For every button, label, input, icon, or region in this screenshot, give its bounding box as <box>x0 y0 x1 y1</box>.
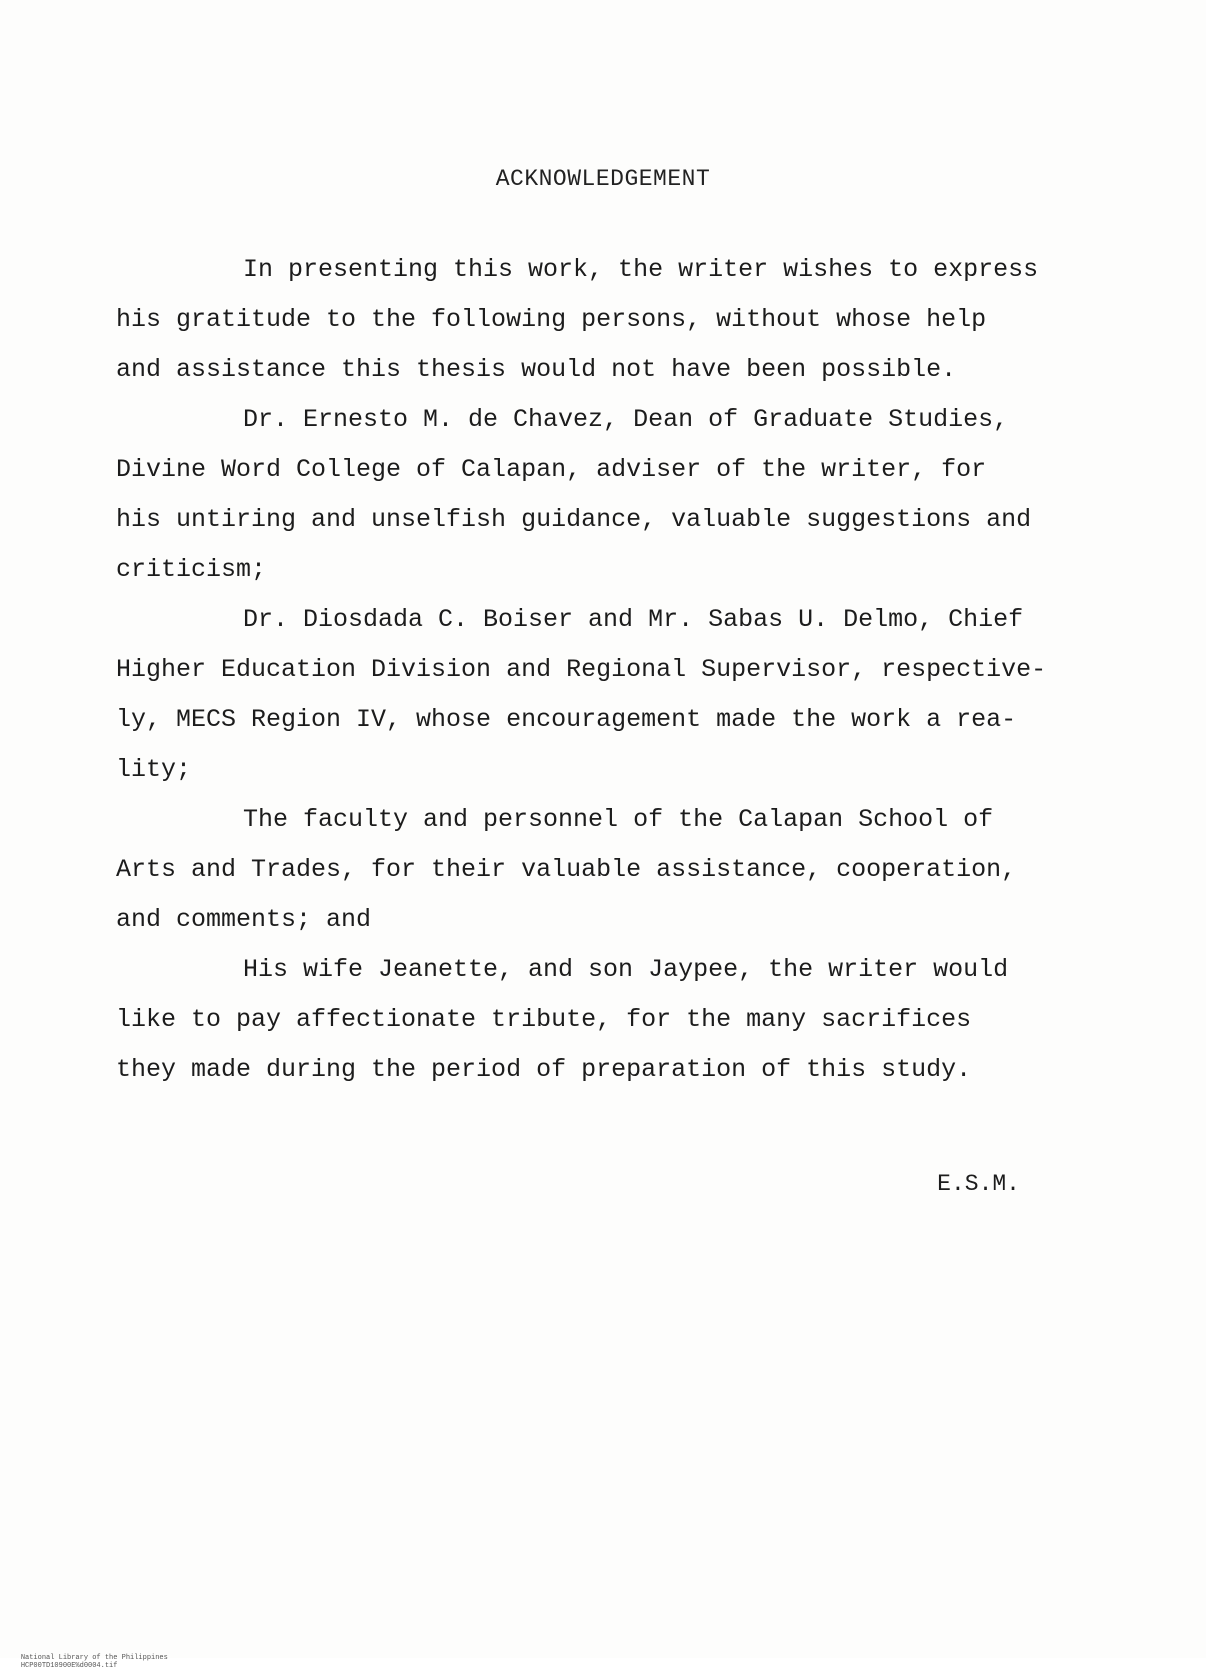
scan-footer <box>4 1646 182 1678</box>
paragraph-line: lity; <box>116 755 192 784</box>
paragraph-line: Higher Education Division and Regional Supervisor, respective- <box>116 655 1047 684</box>
paragraph-line: like to pay affectionate tribute, for the many sacrifices <box>116 1005 972 1034</box>
paragraph-line: and comments; and <box>116 905 372 934</box>
footer-file-id: HCP00TD10900E%d0004.tif <box>20 1662 118 1670</box>
paragraph-line: his gratitude to the following persons, without whose help <box>116 305 987 334</box>
paragraph-line: His wife Jeanette, and son Jaypee, the writer would <box>243 955 1009 984</box>
paragraph-line: Divine Word College of Calapan, adviser of the writer, for <box>116 455 987 484</box>
paragraph-line: ly, MECS Region IV, whose encouragement made the work a rea- <box>116 705 1017 734</box>
paragraph-line: In presenting this work, the writer wishes to express <box>243 255 1039 284</box>
paragraph-line: and assistance this thesis would not have been possible. <box>116 355 957 384</box>
footer-library: National Library of the Philippines <box>20 1654 168 1662</box>
paragraph-line: Dr. Diosdada C. Boiser and Mr. Sabas U. Delmo, Chief <box>243 605 1024 634</box>
paragraph-line: criticism; <box>116 555 267 584</box>
signature-initials: E.S.M. <box>937 1171 1020 1197</box>
paragraph-line: The faculty and personnel of the Calapan School of <box>243 805 994 834</box>
paragraph-line: they made during the period of preparation of this study. <box>116 1055 972 1084</box>
page-title: ACKNOWLEDGEMENT <box>495 166 711 192</box>
paragraph-line: Arts and Trades, for their valuable assistance, cooperation, <box>116 855 1017 884</box>
paragraph-line: his untiring and unselfish guidance, valuable suggestions and <box>116 505 1032 534</box>
paragraph-line: Dr. Ernesto M. de Chavez, Dean of Graduate Studies, <box>243 405 1009 434</box>
